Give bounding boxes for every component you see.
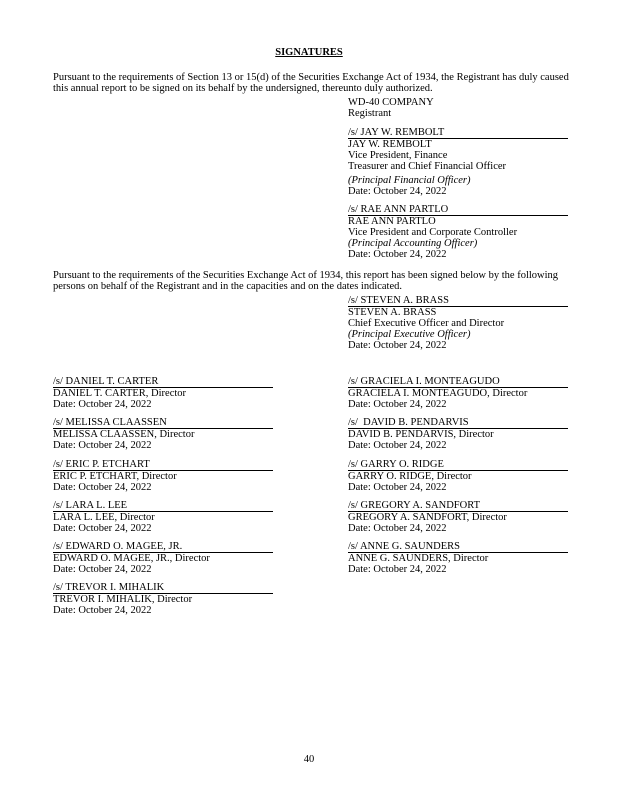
signer-name: EDWARD O. MAGEE, JR., Director bbox=[53, 553, 210, 564]
signature-date: Date: October 24, 2022 bbox=[348, 340, 447, 351]
signature-date: Date: October 24, 2022 bbox=[53, 440, 152, 451]
signer-name: ERIC P. ETCHART, Director bbox=[53, 471, 177, 482]
signature-date: Date: October 24, 2022 bbox=[348, 482, 447, 493]
signer-title: Chief Executive Officer and Director bbox=[348, 318, 505, 329]
signature-line: /s/ ANNE G. SAUNDERS bbox=[348, 541, 568, 553]
director-block bbox=[53, 582, 273, 616]
signature-date: Date: October 24, 2022 bbox=[348, 249, 447, 260]
signature-date: Date: October 24, 2022 bbox=[348, 440, 447, 451]
signer-name: DANIEL T. CARTER, Director bbox=[53, 388, 187, 399]
signature-date: Date: October 24, 2022 bbox=[53, 482, 152, 493]
signature-block-ceo bbox=[348, 295, 568, 351]
signature-date: Date: October 24, 2022 bbox=[53, 564, 152, 575]
signature-date: Date: October 24, 2022 bbox=[53, 605, 152, 616]
signature-line: /s/ GARRY O. RIDGE bbox=[348, 459, 568, 471]
signer-name: DAVID B. PENDARVIS, Director bbox=[348, 429, 494, 440]
director-block bbox=[53, 417, 273, 451]
company-name: WD-40 COMPANY bbox=[348, 97, 434, 108]
signature-line: /s/ GRACIELA I. MONTEAGUDO bbox=[348, 376, 568, 388]
director-block bbox=[348, 459, 568, 493]
signer-name: TREVOR I. MIHALIK, Director bbox=[53, 594, 193, 605]
signer-name: ANNE G. SAUNDERS, Director bbox=[348, 553, 489, 564]
signature-line: /s/ LARA L. LEE bbox=[53, 500, 273, 512]
signature-line: /s/ JAY W. REMBOLT bbox=[348, 127, 568, 139]
company-role: Registrant bbox=[348, 108, 392, 119]
signer-name: RAE ANN PARTLO bbox=[348, 216, 436, 227]
signer-capacity: (Principal Accounting Officer) bbox=[348, 238, 478, 249]
signer-name: LARA L. LEE, Director bbox=[53, 512, 155, 523]
signature-line: /s/ STEVEN A. BRASS bbox=[348, 295, 568, 307]
signer-name: MELISSA CLAASSEN, Director bbox=[53, 429, 195, 440]
signer-title: Vice President and Corporate Controller bbox=[348, 227, 518, 238]
director-block bbox=[53, 500, 273, 534]
signature-date: Date: October 24, 2022 bbox=[348, 399, 447, 410]
signer-title: Treasurer and Chief Financial Officer bbox=[348, 161, 507, 172]
director-block bbox=[53, 376, 273, 410]
signature-line: /s/ GREGORY A. SANDFORT bbox=[348, 500, 568, 512]
signature-line: /s/ RAE ANN PARTLO bbox=[348, 204, 568, 216]
signature-date: Date: October 24, 2022 bbox=[348, 186, 447, 197]
director-block bbox=[53, 459, 273, 493]
signer-name: GREGORY A. SANDFORT, Director bbox=[348, 512, 507, 523]
signer-capacity: (Principal Executive Officer) bbox=[348, 329, 471, 340]
authorization-paragraph: Pursuant to the requirements of Section 13 or 15(d) of the Securities Exchange Act of 1934, the Registrant has duly caused this annual report to be signed on its behalf by the undersigned, thereunto duly authorized. bbox=[53, 72, 569, 94]
signer-name: GRACIELA I. MONTEAGUDO, Director bbox=[348, 388, 528, 399]
signature-line: /s/ DAVID B. PENDARVIS bbox=[348, 417, 568, 429]
director-block bbox=[348, 376, 568, 410]
signer-name: JAY W. REMBOLT bbox=[348, 139, 432, 150]
signature-date: Date: October 24, 2022 bbox=[53, 399, 152, 410]
signature-line: /s/ TREVOR I. MIHALIK bbox=[53, 582, 273, 594]
signer-name: GARRY O. RIDGE, Director bbox=[348, 471, 472, 482]
signer-name: STEVEN A. BRASS bbox=[348, 307, 437, 318]
signature-line: /s/ EDWARD O. MAGEE, JR. bbox=[53, 541, 273, 553]
signature-line: /s/ DANIEL T. CARTER bbox=[53, 376, 273, 388]
page-title: SIGNATURES bbox=[275, 47, 343, 58]
director-block bbox=[348, 500, 568, 534]
signature-date: Date: October 24, 2022 bbox=[348, 564, 447, 575]
page-number: 40 bbox=[303, 754, 315, 765]
company-block bbox=[348, 97, 568, 119]
signature-line: /s/ ERIC P. ETCHART bbox=[53, 459, 273, 471]
director-block bbox=[348, 417, 568, 451]
signature-line: /s/ MELISSA CLAASSEN bbox=[53, 417, 273, 429]
capacities-paragraph: Pursuant to the requirements of the Securities Exchange Act of 1934, this report has been signed below by the following persons on behalf of the Registrant and in the capacities and on the dates indicated. bbox=[53, 270, 559, 292]
signer-title: Vice President, Finance bbox=[348, 150, 448, 161]
signer-capacity: (Principal Financial Officer) bbox=[348, 175, 471, 186]
signature-block-controller bbox=[348, 204, 568, 260]
director-block bbox=[53, 541, 273, 575]
signature-block-cfo bbox=[348, 127, 568, 197]
signature-date: Date: October 24, 2022 bbox=[53, 523, 152, 534]
director-block bbox=[348, 541, 568, 575]
signature-date: Date: October 24, 2022 bbox=[348, 523, 447, 534]
